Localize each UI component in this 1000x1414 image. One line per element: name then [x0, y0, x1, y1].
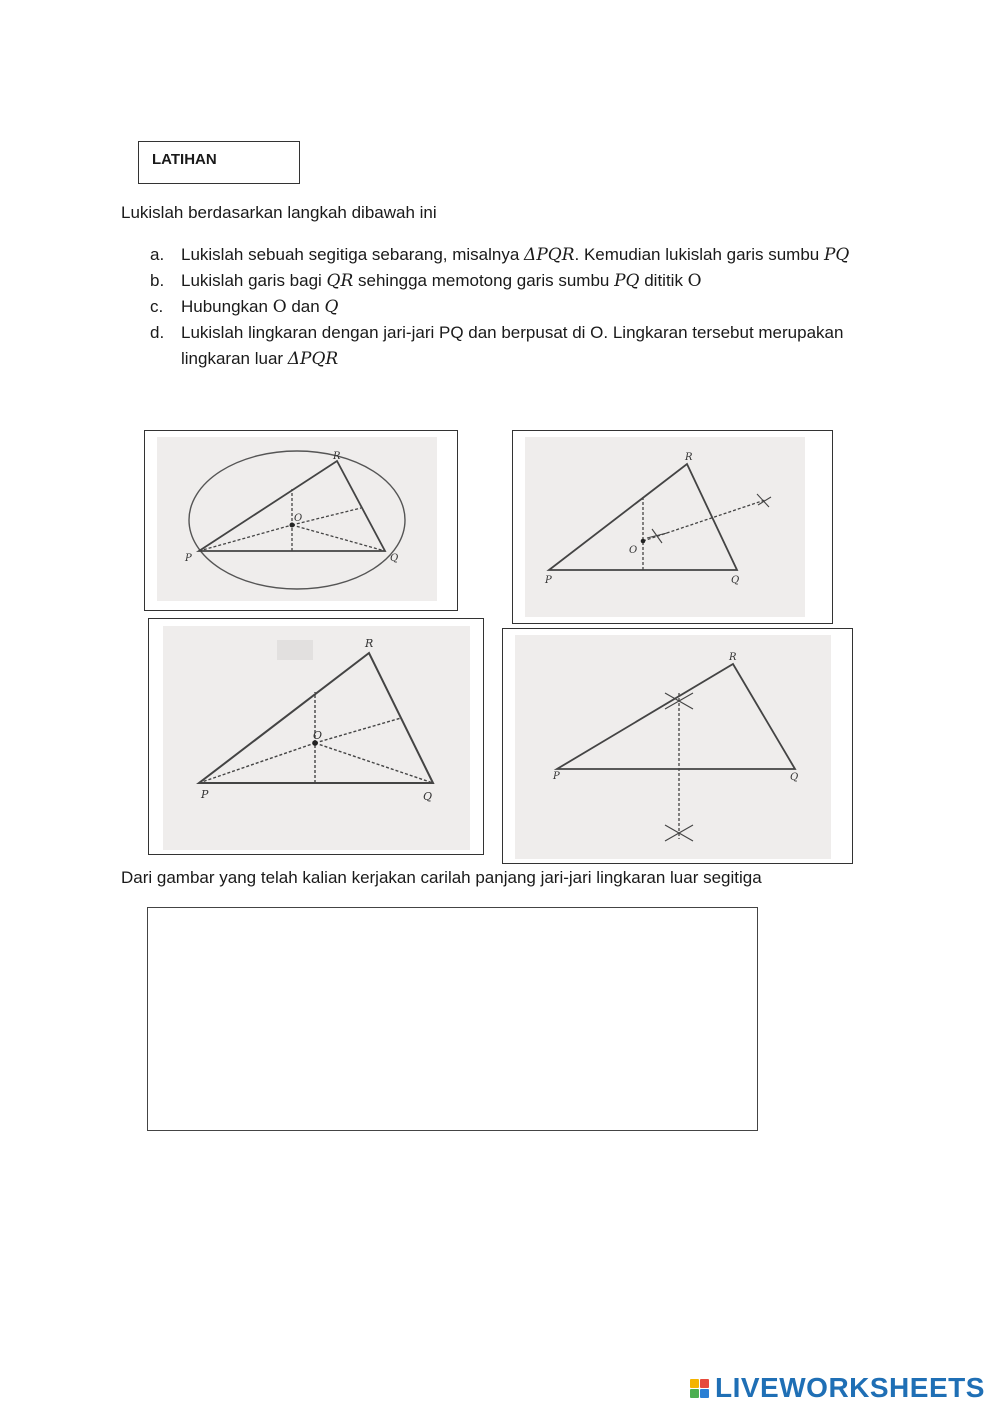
step-marker: d.: [150, 323, 165, 342]
math-symbol: ΔPQR: [287, 349, 339, 369]
step-marker: b.: [150, 271, 165, 290]
step-text: Hubungkan: [181, 297, 273, 316]
step-a: [150, 242, 870, 268]
math-symbol: O: [687, 271, 702, 291]
step-b: [150, 268, 870, 294]
math-symbol: ΔPQR: [524, 245, 575, 265]
math-symbol: Q: [324, 297, 339, 317]
logo-text: LIVEWORKSHEETS: [715, 1372, 985, 1403]
label-q: Q: [390, 553, 399, 564]
logo-square: [700, 1389, 709, 1398]
math-symbol: QR: [326, 271, 354, 291]
label-p: P: [185, 553, 192, 564]
label-p: P: [553, 771, 560, 782]
math-symbol: PQ: [614, 271, 640, 291]
instruction-intro: Lukislah berdasarkan langkah dibawah ini: [121, 203, 437, 222]
step-text: Lukislah garis bagi: [181, 271, 327, 290]
label-r: R: [365, 637, 374, 650]
figure-perpendicular-bisector-pq: [502, 628, 853, 864]
label-o: O: [294, 513, 303, 524]
question-text: Dari gambar yang telah kalian kerjakan carilah panjang jari-jari lingkaran luar segitiga: [121, 868, 762, 887]
step-text: Lukislah sebuah segitiga sebarang, misalnya: [181, 245, 525, 264]
label-r: R: [729, 652, 737, 663]
figure-perpendicular-bisector-pq-drawing: [515, 635, 831, 859]
label-o: O: [629, 545, 638, 556]
liveworksheets-logo: [690, 1372, 985, 1404]
figure-join-oq-drawing: [163, 626, 470, 850]
label-o: O: [313, 729, 323, 742]
step-d: [150, 320, 870, 372]
step-marker: c.: [150, 297, 164, 316]
label-r: R: [685, 452, 693, 463]
logo-square: [700, 1379, 709, 1388]
step-text: sehingga memotong garis sumbu: [353, 271, 615, 290]
label-q: Q: [790, 772, 799, 783]
label-r: R: [333, 451, 341, 462]
figure-join-oq: [148, 618, 484, 855]
label-p: P: [201, 788, 209, 801]
figure-circumcircle-drawing: [157, 437, 437, 601]
step-text: dititik: [639, 271, 688, 290]
figure-bisector-qr: [512, 430, 833, 624]
steps-list: [150, 242, 870, 372]
answer-textbox[interactable]: [147, 907, 758, 1131]
math-symbol: O: [272, 297, 287, 317]
step-marker: a.: [150, 245, 165, 264]
step-text: . Kemudian lukislah garis sumbu: [574, 245, 824, 264]
label-q: Q: [731, 575, 740, 586]
step-text: Lukislah lingkaran dengan jari-jari PQ dan berpusat di O. Lingkaran tersebut merupakan lingkaran luar: [181, 323, 844, 368]
step-c: [150, 294, 870, 320]
logo-square: [690, 1379, 699, 1388]
figure-circumcircle: [144, 430, 458, 611]
step-text: dan: [286, 297, 325, 316]
logo-square: [690, 1389, 699, 1398]
figure-bisector-qr-drawing: [525, 437, 805, 617]
section-title: LATIHAN: [152, 151, 217, 168]
section-title-box: [138, 141, 300, 184]
logo-icon: [690, 1379, 709, 1398]
math-symbol: PQ: [823, 245, 850, 265]
label-p: P: [545, 575, 552, 586]
label-q: Q: [423, 790, 433, 803]
